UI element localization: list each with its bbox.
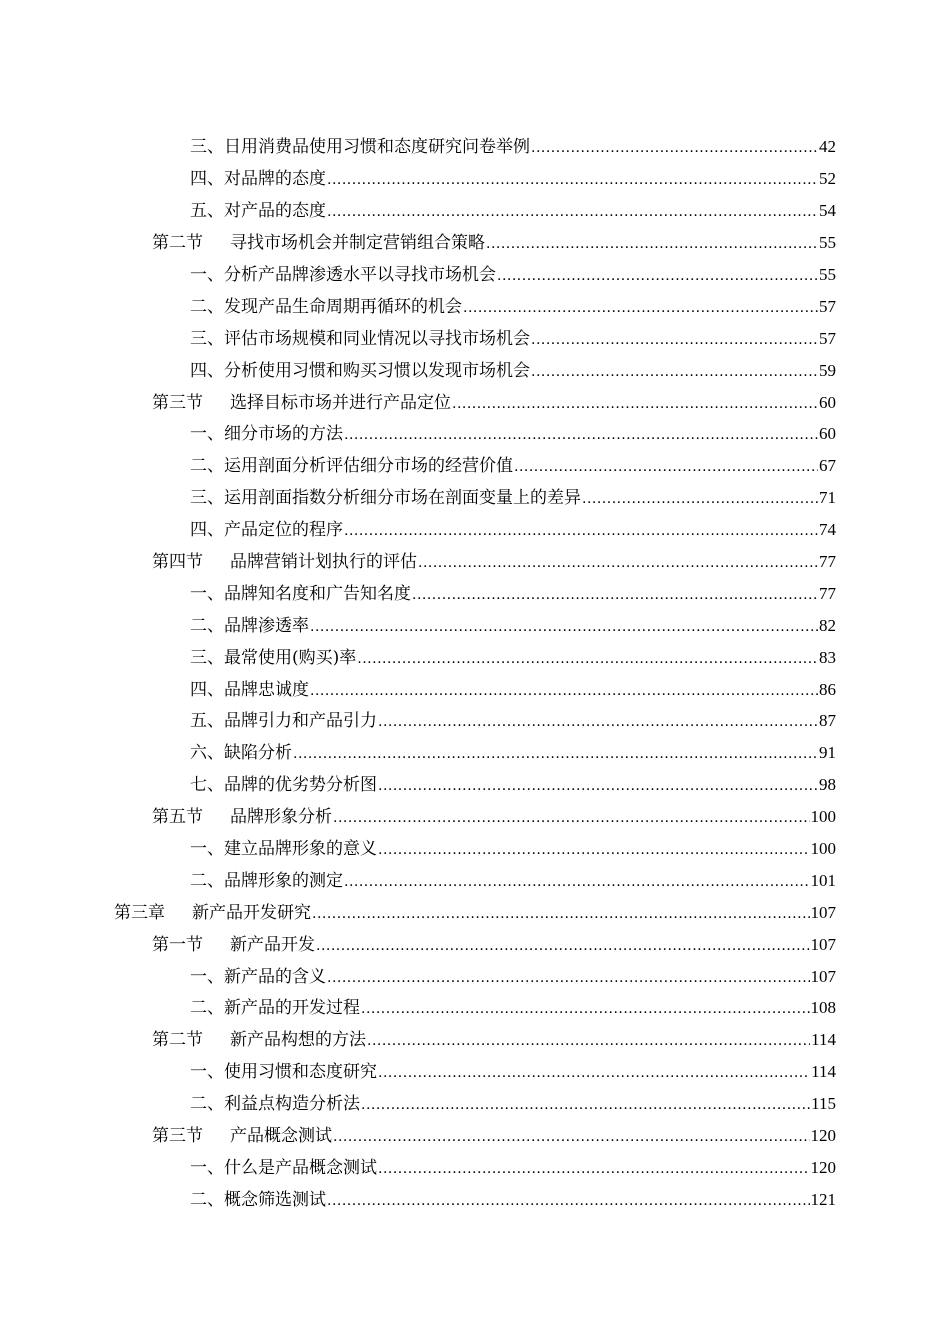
toc-entry-title: 品牌形象的测定 <box>224 870 343 891</box>
toc-entry-line <box>190 680 836 701</box>
toc-entry-label <box>190 616 309 636</box>
toc-entry-label <box>152 233 485 253</box>
toc-entry-number: 第三节 <box>152 392 203 413</box>
toc-entry-label <box>190 1094 360 1114</box>
toc-entry-number: 第三章 <box>114 902 165 923</box>
toc-subsection-entry[interactable] <box>0 355 950 387</box>
toc-page-number: 55 <box>819 265 836 284</box>
toc-entry-number: 二、 <box>190 998 224 1019</box>
toc-entry-line <box>190 998 836 1019</box>
toc-page-number: 83 <box>819 647 836 667</box>
dot-leader <box>378 712 818 732</box>
toc-entry-number: 二、 <box>190 615 224 636</box>
toc-entry-line <box>190 201 836 222</box>
toc-entry-label <box>190 361 530 381</box>
toc-entry-title: 对产品的态度 <box>224 201 326 222</box>
toc-entry-number: 第二节 <box>152 233 203 254</box>
toc-entry-line <box>190 456 836 477</box>
toc-entry-line <box>190 616 836 637</box>
dot-leader <box>486 234 818 254</box>
toc-chapter-entry[interactable] <box>0 897 950 929</box>
toc-entry-title: 品牌形象分析 <box>230 807 332 828</box>
toc-entry-number: 第二节 <box>152 1030 203 1051</box>
toc-entry-label <box>152 1126 332 1146</box>
toc-entry-line <box>190 520 836 541</box>
dot-leader <box>361 999 810 1019</box>
toc-entry-label <box>190 648 356 668</box>
toc-entry-label <box>190 1062 377 1082</box>
toc-entry-line <box>152 233 836 254</box>
dot-leader <box>327 1191 810 1211</box>
toc-entry-title: 品牌营销计划执行的评估 <box>230 552 417 573</box>
toc-page-number: 91 <box>819 743 836 763</box>
toc-subsection-entry[interactable] <box>0 196 950 228</box>
toc-entry-number: 一、 <box>190 583 224 604</box>
toc-entry-line <box>190 1062 836 1083</box>
toc-entry-title: 产品概念测试 <box>230 1126 332 1147</box>
dot-leader <box>327 170 818 190</box>
toc-entry-line <box>190 424 836 445</box>
toc-page-number: 114 <box>811 1030 836 1050</box>
dot-leader <box>452 394 818 414</box>
toc-page-number: 55 <box>819 233 836 253</box>
toc-entry-number: 第四节 <box>152 552 203 573</box>
toc-page-number: 115 <box>811 1094 836 1114</box>
toc-subsection-entry[interactable] <box>0 770 950 802</box>
dot-leader <box>293 744 818 764</box>
toc-entry-number: 三、 <box>190 328 224 349</box>
toc-entry-line <box>190 967 836 988</box>
toc-entry-title: 评估市场规模和同业情况以寻找市场机会 <box>224 328 530 349</box>
toc-entry-line <box>190 1094 836 1115</box>
dot-leader <box>378 776 818 796</box>
toc-entry-number: 第一节 <box>152 934 203 955</box>
toc-entry-title: 新产品开发研究 <box>192 902 311 923</box>
dot-leader <box>357 649 818 669</box>
toc-page-number: 101 <box>810 870 836 890</box>
toc-entry-number: 七、 <box>190 775 224 796</box>
toc-page-number: 57 <box>819 328 836 348</box>
toc-entry-line <box>190 711 836 732</box>
toc-entry-title: 新产品开发 <box>230 934 315 955</box>
toc-subsection-entry[interactable] <box>0 451 950 483</box>
toc-entry-label <box>190 871 343 891</box>
toc-page-number: 82 <box>819 615 836 635</box>
toc-entry-title: 品牌引力和产品引力 <box>224 711 377 732</box>
toc-entry-title: 品牌的优劣势分析图 <box>224 775 377 796</box>
toc-section-entry[interactable] <box>0 1121 950 1153</box>
toc-entry-title: 分析使用习惯和购买习惯以发现市场机会 <box>224 360 530 381</box>
toc-subsection-entry[interactable] <box>0 132 950 164</box>
toc-entry-number: 二、 <box>190 1189 224 1210</box>
dot-leader <box>531 362 818 382</box>
toc-entry-number: 第三节 <box>152 1126 203 1147</box>
toc-subsection-entry[interactable] <box>0 993 950 1025</box>
toc-entry-label <box>190 998 360 1018</box>
toc-entry-label <box>152 1030 366 1050</box>
toc-entry-label <box>190 711 377 731</box>
toc-section-entry[interactable] <box>0 1025 950 1057</box>
dot-leader <box>412 585 818 605</box>
dot-leader <box>333 1127 810 1147</box>
toc-entry-title: 细分市场的方法 <box>224 424 343 445</box>
toc-subsection-entry[interactable] <box>0 865 950 897</box>
dot-leader <box>327 968 810 988</box>
toc-entry-number: 五、 <box>190 201 224 222</box>
toc-subsection-entry[interactable] <box>0 610 950 642</box>
toc-entry-label <box>190 456 513 476</box>
dot-leader <box>344 425 818 445</box>
toc-page-number: 77 <box>819 552 836 572</box>
toc-subsection-entry[interactable] <box>0 291 950 323</box>
toc-entry-number: 第五节 <box>152 807 203 828</box>
toc-section-entry[interactable] <box>0 228 950 260</box>
toc-page-number: 98 <box>819 775 836 795</box>
dot-leader <box>333 808 810 828</box>
dot-leader <box>497 266 818 286</box>
toc-page-number: 121 <box>810 1189 836 1209</box>
toc-section-entry[interactable] <box>0 387 950 419</box>
toc-page-number: 87 <box>819 711 836 731</box>
dot-leader <box>316 936 810 956</box>
toc-entry-title: 对品牌的态度 <box>224 169 326 190</box>
toc-entry-number: 一、 <box>190 1157 224 1178</box>
dot-leader <box>531 138 818 158</box>
toc-page-number: 60 <box>819 392 836 412</box>
toc-entry-number: 四、 <box>190 360 224 381</box>
dot-leader <box>378 1159 810 1179</box>
toc-entry-label <box>190 680 309 700</box>
toc-entry-title: 缺陷分析 <box>224 743 292 764</box>
toc-entry-title: 概念筛选测试 <box>224 1189 326 1210</box>
toc-page-number: 54 <box>819 201 836 221</box>
toc-entry-title: 寻找市场机会并制定营销组合策略 <box>230 233 485 254</box>
dot-leader <box>344 521 818 541</box>
toc-subsection-entry[interactable] <box>0 419 950 451</box>
toc-entry-title: 日用消费品使用习惯和态度研究问卷举例 <box>224 137 530 158</box>
toc-entry-label <box>190 137 530 157</box>
dot-leader <box>582 489 818 509</box>
toc-entry-line <box>190 871 836 892</box>
toc-subsection-entry[interactable] <box>0 578 950 610</box>
toc-entry-number: 五、 <box>190 711 224 732</box>
toc-entry-title: 发现产品生命周期再循环的机会 <box>224 296 462 317</box>
toc-entry-line <box>190 775 836 796</box>
toc-page-number: 107 <box>810 966 836 986</box>
toc-entry-title: 新产品的开发过程 <box>224 998 360 1019</box>
toc-entry-label <box>152 935 315 955</box>
toc-entry-label <box>114 903 311 923</box>
toc-entry-title: 什么是产品概念测试 <box>224 1157 377 1178</box>
toc-page-number: 120 <box>810 1157 836 1177</box>
toc-subsection-entry[interactable] <box>0 1184 950 1216</box>
dot-leader <box>378 1063 810 1083</box>
toc-entry-label <box>190 201 326 221</box>
toc-subsection-entry[interactable] <box>0 483 950 515</box>
toc-entry-line <box>190 137 836 158</box>
toc-entry-number: 二、 <box>190 456 224 477</box>
toc-entry-title: 运用剖面指数分析细分市场在剖面变量上的差异 <box>224 488 581 509</box>
toc-page-number: 86 <box>819 679 836 699</box>
toc-subsection-entry[interactable] <box>0 674 950 706</box>
toc-entry-number: 二、 <box>190 1094 224 1115</box>
toc-entry-line <box>190 1190 836 1211</box>
toc-entry-label <box>190 169 326 189</box>
toc-entry-line <box>152 393 836 414</box>
toc-entry-label <box>190 1158 377 1178</box>
toc-entry-title: 最常使用(购买)率 <box>224 647 357 668</box>
toc-section-entry[interactable] <box>0 929 950 961</box>
toc-entry-number: 二、 <box>190 296 224 317</box>
toc-entry-number: 六、 <box>190 743 224 764</box>
toc-subsection-entry[interactable] <box>0 1089 950 1121</box>
dot-leader <box>514 457 818 477</box>
toc-entry-line <box>152 552 836 573</box>
table-of-contents <box>0 132 950 1216</box>
toc-page-number: 67 <box>819 456 836 476</box>
dot-leader <box>312 904 810 924</box>
toc-entry-line <box>190 265 836 286</box>
toc-entry-line <box>190 648 836 669</box>
toc-entry-label <box>190 967 326 987</box>
toc-subsection-entry[interactable] <box>0 515 950 547</box>
toc-page-number: 60 <box>819 424 836 444</box>
toc-section-entry[interactable] <box>0 802 950 834</box>
toc-entry-number: 一、 <box>190 839 224 860</box>
toc-entry-title: 新产品构想的方法 <box>230 1030 366 1051</box>
toc-entry-number: 四、 <box>190 679 224 700</box>
toc-entry-number: 四、 <box>190 520 224 541</box>
toc-entry-title: 品牌知名度和广告知名度 <box>224 583 411 604</box>
toc-entry-title: 新产品的含义 <box>224 966 326 987</box>
toc-subsection-entry[interactable] <box>0 738 950 770</box>
toc-entry-title: 品牌渗透率 <box>224 615 309 636</box>
toc-subsection-entry[interactable] <box>0 260 950 292</box>
toc-entry-number: 三、 <box>190 647 224 668</box>
toc-section-entry[interactable] <box>0 547 950 579</box>
toc-entry-number: 四、 <box>190 169 224 190</box>
toc-page-number: 77 <box>819 583 836 603</box>
toc-entry-label <box>190 584 411 604</box>
toc-entry-number: 一、 <box>190 966 224 987</box>
toc-entry-line <box>152 1030 836 1051</box>
toc-subsection-entry[interactable] <box>0 834 950 866</box>
toc-page-number: 71 <box>819 488 836 508</box>
toc-entry-title: 利益点构造分析法 <box>224 1094 360 1115</box>
dot-leader <box>531 330 818 350</box>
toc-entry-label <box>152 393 451 413</box>
toc-entry-label <box>190 297 462 317</box>
toc-entry-line <box>190 584 836 605</box>
toc-entry-number: 一、 <box>190 424 224 445</box>
toc-page-number: 74 <box>819 520 836 540</box>
dot-leader <box>378 840 810 860</box>
toc-entry-line <box>190 329 836 350</box>
toc-subsection-entry[interactable] <box>0 323 950 355</box>
toc-entry-line <box>190 169 836 190</box>
toc-subsection-entry[interactable] <box>0 642 950 674</box>
dot-leader <box>367 1031 810 1051</box>
toc-entry-number: 一、 <box>190 1062 224 1083</box>
toc-entry-line <box>152 1126 836 1147</box>
toc-page-number: 52 <box>819 169 836 189</box>
toc-entry-label <box>190 265 496 285</box>
toc-entry-line <box>114 903 836 924</box>
toc-entry-label <box>152 807 332 827</box>
toc-subsection-entry[interactable] <box>0 1153 950 1185</box>
dot-leader <box>463 298 818 318</box>
toc-subsection-entry[interactable] <box>0 706 950 738</box>
toc-entry-title: 选择目标市场并进行产品定位 <box>230 392 451 413</box>
toc-page-number: 100 <box>810 807 836 827</box>
toc-page-number: 42 <box>819 137 836 157</box>
toc-entry-line <box>190 1158 836 1179</box>
toc-page-number: 108 <box>810 998 836 1018</box>
toc-entry-number: 三、 <box>190 137 224 158</box>
toc-entry-title: 建立品牌形象的意义 <box>224 839 377 860</box>
toc-subsection-entry[interactable] <box>0 164 950 196</box>
toc-entry-label <box>190 424 343 444</box>
toc-entry-title: 产品定位的程序 <box>224 520 343 541</box>
toc-entry-number: 二、 <box>190 870 224 891</box>
toc-entry-number: 一、 <box>190 265 224 285</box>
toc-entry-label <box>190 1190 326 1210</box>
dot-leader <box>361 1095 810 1115</box>
toc-entry-label <box>190 775 377 795</box>
toc-page-number: 114 <box>811 1062 836 1082</box>
dot-leader <box>310 681 818 701</box>
toc-page-number: 107 <box>810 902 836 922</box>
toc-entry-label <box>190 329 530 349</box>
toc-entry-line <box>190 839 836 860</box>
toc-entry-label <box>152 552 417 572</box>
toc-entry-line <box>190 297 836 318</box>
dot-leader <box>327 202 818 222</box>
dot-leader <box>344 872 810 892</box>
toc-entry-label <box>190 839 377 859</box>
toc-entry-title: 品牌忠诚度 <box>224 679 309 700</box>
toc-entry-title: 使用习惯和态度研究 <box>224 1062 377 1083</box>
toc-page-number: 57 <box>819 296 836 316</box>
toc-entry-number: 三、 <box>190 488 224 509</box>
dot-leader <box>310 617 818 637</box>
toc-entry-title: 运用剖面分析评估细分市场的经营价值 <box>224 456 513 477</box>
toc-entry-label <box>190 743 292 763</box>
toc-entry-title: 分析产品牌渗透水平以寻找市场机会 <box>224 265 496 285</box>
toc-entry-label <box>190 520 343 540</box>
toc-entry-label <box>190 488 581 508</box>
toc-entry-line <box>190 743 836 764</box>
toc-page-number: 107 <box>810 934 836 954</box>
toc-subsection-entry[interactable] <box>0 1057 950 1089</box>
toc-page-number: 120 <box>810 1126 836 1146</box>
dot-leader <box>418 553 818 573</box>
toc-page-number: 59 <box>819 360 836 380</box>
toc-entry-line <box>152 935 836 956</box>
toc-entry-line <box>152 807 836 828</box>
toc-entry-line <box>190 361 836 382</box>
toc-subsection-entry[interactable] <box>0 961 950 993</box>
toc-page-number: 100 <box>810 839 836 859</box>
toc-entry-line <box>190 488 836 509</box>
